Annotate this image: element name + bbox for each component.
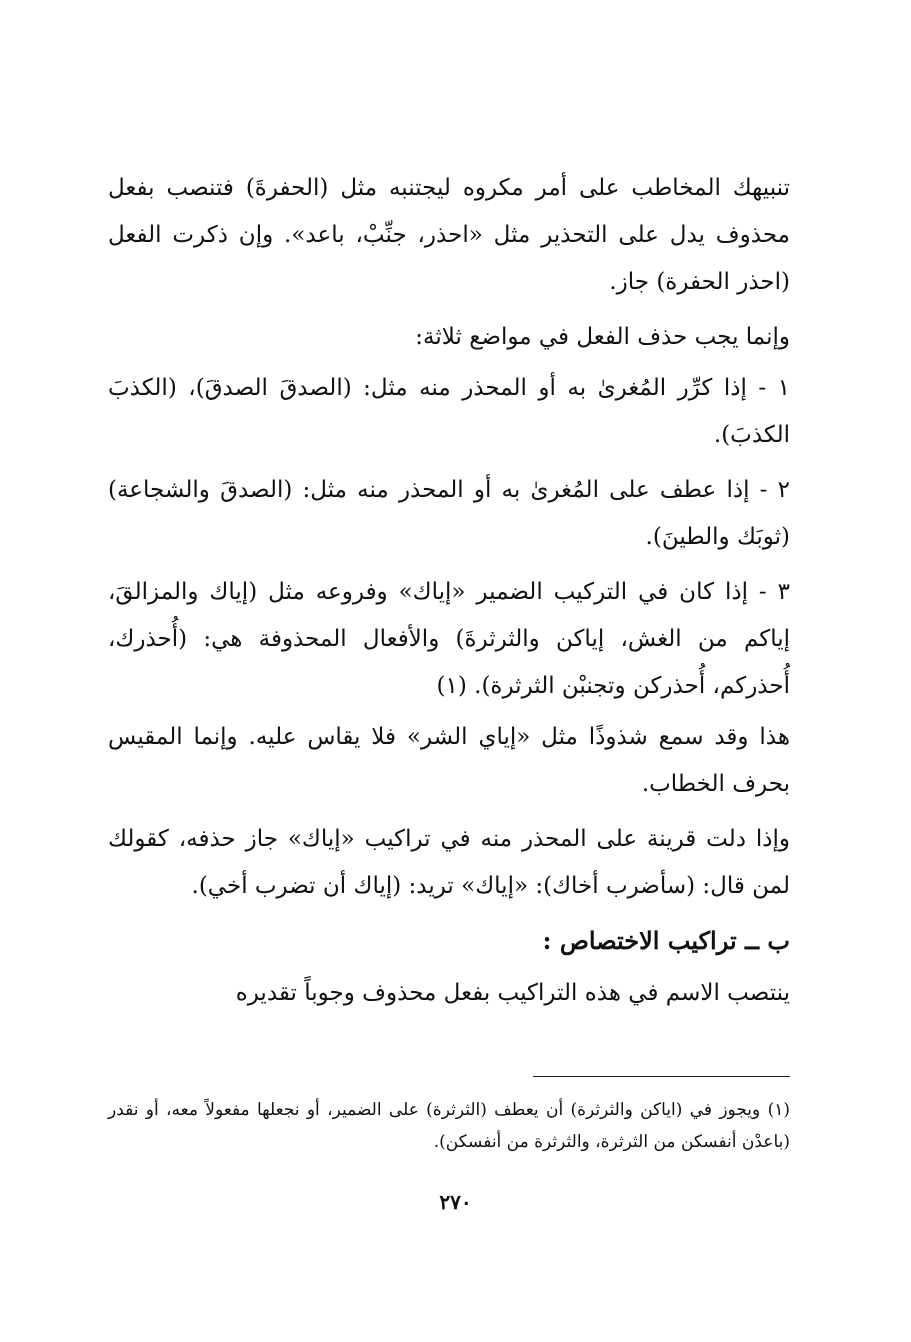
footnote-divider [533,1076,790,1077]
page-number: ٢٧٠ [439,1190,472,1214]
paragraph-case-two: ٢ - إذا عطف على المُغرىٰ به أو المحذر منه مثل: (الصدقَ والشجاعة) (ثوبَك والطينَ). [108,477,790,550]
paragraph-specification: ينتصب الاسم في هذه التراكيب بفعل محذوف وجوباً تقديره [235,980,790,1006]
paragraph-warning-definition: تنبيهك المخاطب على أمر مكروه ليجتنبه مثل (الحفرةَ) فتنصب بفعل محذوف يدل على التحذير مثل «احذر، جنِّبْ، باعد». وإن ذكرت الفعل (احذر الحفرة) جاز. [108,175,790,295]
paragraph-case-three: ٣ - إذا كان في التركيب الضمير «إياك» وفروعه مثل (إياك والمزالقَ، إياكم من الغش، إياكن والثرثرةَ) والأفعال المحذوفة هي: (أُحذرك، أُحذركم، أُحذركن وتجنبْن الثرثرة). (١) [108,579,790,699]
paragraph-mandatory-omission: وإنما يجب حذف الفعل في مواضع ثلاثة: [415,324,790,350]
footnote: (١) ويجوز في (اياكن والثرثرة) أن يعطف (الثرثرة) على الضمير، أو نجعلها مفعولاً معه، أو نقدر (باعدْن أنفسكن من الثرثرة، والثرثرة من أنفسكن). [108,1100,790,1152]
main-text [108,165,790,1017]
paragraph-context: وإذا دلت قرينة على المحذر منه في تراكيب «إياك» جاز حذفه، كقولك لمن قال: (سأضرب أخاك): «إياك» تريد: (إياك أن تضرب أخي). [108,826,790,899]
paragraph-case-one: ١ - إذا كرِّر المُغرىٰ به أو المحذر منه مثل: (الصدقَ الصدقَ)، (الكذبَ الكذبَ). [108,375,790,448]
paragraph-anomaly: هذا وقد سمع شذوذًا مثل «إياي الشر» فلا يقاس عليه. وإنما المقيس بحرف الخطاب. [108,724,790,797]
section-heading: ب ــ تراكيب الاختصاص : [542,926,790,955]
